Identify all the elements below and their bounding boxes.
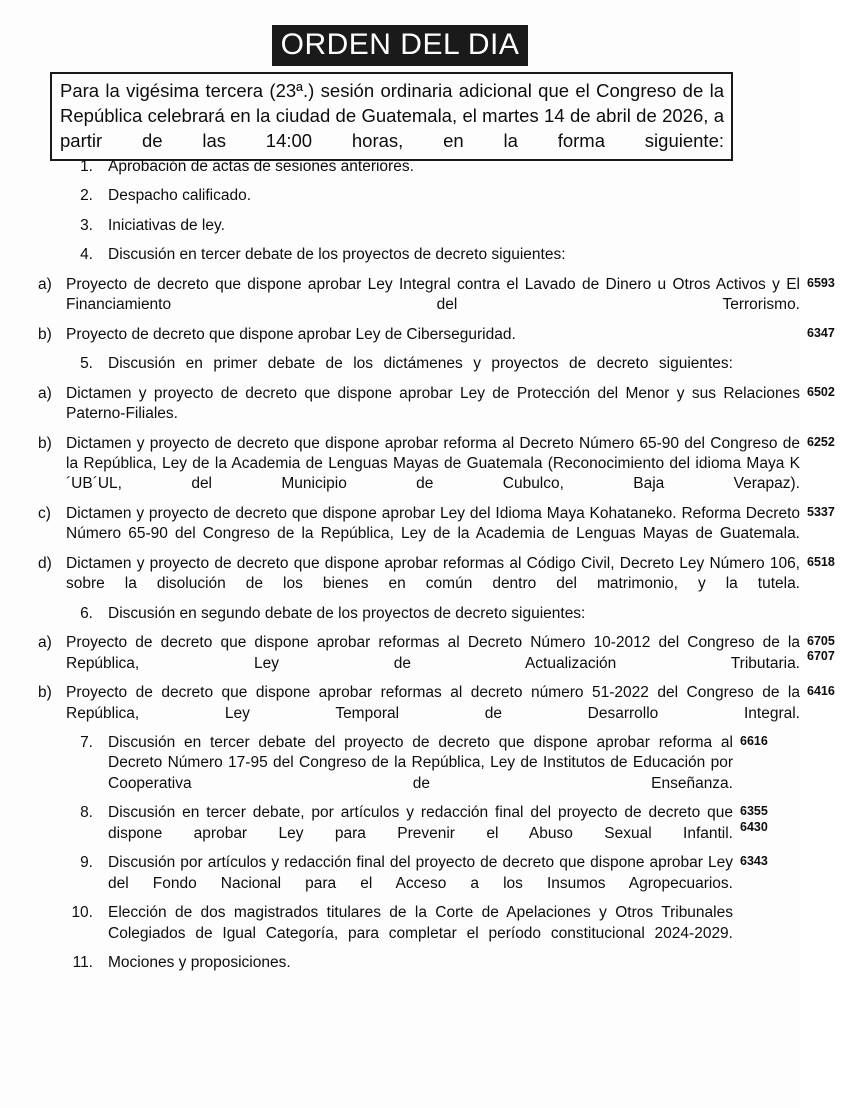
agenda-item-number: 7. bbox=[80, 733, 93, 751]
agenda-item-body bbox=[93, 245, 733, 265]
agenda-item-text: Discusión en tercer debate de los proyectos de decreto siguientes: bbox=[108, 246, 566, 264]
reference-number: 6518 bbox=[807, 554, 835, 569]
agenda-item-body bbox=[60, 554, 835, 595]
preamble-text: Para la vigésima tercera (23ª.) sesión ordinaria adicional que el Congreso de la República celebrará en la ciudad de Guatemala, el martes 14 de abril de 2026, a partir de las 14:00 horas, en la forma siguiente: bbox=[60, 80, 724, 151]
agenda-item-body bbox=[93, 853, 768, 894]
agenda-subitem-letter: b) bbox=[38, 684, 52, 702]
agenda-item-number: 10. bbox=[71, 904, 93, 922]
agenda-item-text: Iniciativas de ley. bbox=[108, 216, 225, 234]
agenda-item-body bbox=[60, 384, 835, 425]
reference-number-group bbox=[740, 734, 800, 749]
agenda-item-text: Mociones y proposiciones. bbox=[108, 954, 291, 972]
agenda-item-number: 9. bbox=[80, 854, 93, 872]
preamble-box bbox=[50, 72, 733, 161]
agenda-sublist bbox=[0, 275, 835, 345]
agenda-item-text: Dictamen y proyecto de decreto que dispone aprobar Ley del Idioma Maya Kohataneko. Reforma Decreto Número 65-90 del Congreso de la República, Ley de la Academia de Lenguas Mayas de Guatemala. bbox=[66, 504, 800, 543]
agenda-item bbox=[62, 157, 733, 177]
agenda-item bbox=[62, 733, 768, 794]
agenda-item-text: Proyecto de decreto que dispone aprobar reformas al Decreto Número 10-2012 del Congreso de la República, Ley de Actualización Tributaria. bbox=[66, 634, 800, 672]
agenda-item-text: Proyecto de decreto que dispone aprobar Ley de Ciberseguridad. bbox=[66, 325, 516, 343]
agenda-item-number: 8. bbox=[80, 804, 93, 822]
agenda-sublist bbox=[0, 384, 835, 595]
agenda-item-text: Dictamen y proyecto de decreto que dispone aprobar reformas al Código Civil, Decreto Ley Número 106, sobre la disolución de los bienes en común dentro del matrimonio, y la tutela. bbox=[66, 554, 800, 593]
reference-number-group bbox=[740, 804, 800, 835]
reference-number: 5337 bbox=[807, 504, 835, 519]
agenda-item-body bbox=[93, 216, 733, 236]
agenda-item-body bbox=[93, 903, 733, 944]
agenda-item-body bbox=[93, 803, 768, 844]
reference-number-group bbox=[807, 276, 867, 291]
reference-number: 6707 bbox=[807, 649, 835, 664]
agenda-list bbox=[0, 157, 835, 983]
document-title-banner bbox=[0, 25, 800, 66]
agenda-item-number: 5. bbox=[80, 355, 93, 373]
page-title: ORDEN DEL DIA bbox=[272, 25, 529, 66]
reference-number-group bbox=[740, 854, 800, 869]
agenda-item-text: Aprobación de actas de sesiones anteriores. bbox=[108, 158, 414, 175]
agenda-item bbox=[62, 803, 768, 844]
reference-number: 6416 bbox=[807, 684, 835, 699]
reference-number: 6430 bbox=[740, 819, 768, 834]
agenda-item bbox=[62, 245, 733, 265]
agenda-item-text: Discusión por artículos y redacción final del proyecto de decreto que dispone aprobar Ley del Fondo Nacional para el Acceso a los Insumos Agropecuarios. bbox=[108, 854, 733, 892]
agenda-item-body bbox=[93, 157, 733, 177]
reference-number: 6347 bbox=[807, 325, 835, 340]
agenda-subitem-letter: b) bbox=[38, 434, 52, 452]
agenda-subitem-letter: a) bbox=[38, 384, 52, 402]
reference-number-group bbox=[807, 435, 867, 450]
agenda-item bbox=[62, 853, 768, 894]
agenda-item-body bbox=[60, 683, 835, 724]
agenda-item-body bbox=[60, 504, 835, 545]
agenda-item-number: 11. bbox=[72, 954, 93, 972]
agenda-item-text: Discusión en primer debate de los dictámenes y proyectos de decreto siguientes: bbox=[108, 355, 733, 373]
reference-number: 6593 bbox=[807, 275, 835, 290]
agenda-subitem-letter: d) bbox=[38, 554, 52, 572]
reference-number-group bbox=[807, 385, 867, 400]
agenda-item bbox=[62, 186, 733, 206]
agenda-subitem-letter: c) bbox=[38, 504, 51, 522]
agenda-item-body bbox=[93, 953, 733, 973]
reference-number: 6705 bbox=[807, 634, 835, 649]
agenda-item-text: Proyecto de decreto que dispone aprobar reformas al decreto número 51-2022 del Congreso de la República, Ley Temporal de Desarrollo Integral. bbox=[66, 684, 800, 722]
reference-number-group bbox=[807, 634, 867, 665]
agenda-item-body bbox=[60, 325, 835, 345]
reference-number: 6252 bbox=[807, 434, 835, 449]
agenda-subitem bbox=[38, 434, 835, 495]
agenda-subitem bbox=[38, 504, 835, 545]
agenda-item bbox=[62, 216, 733, 236]
agenda-item-body bbox=[93, 354, 733, 374]
agenda-subitem bbox=[38, 384, 835, 425]
agenda-subitem-letter: a) bbox=[38, 634, 52, 652]
agenda-item bbox=[62, 903, 733, 944]
agenda-item-body bbox=[93, 733, 768, 794]
agenda-item-number: 3. bbox=[80, 216, 93, 234]
reference-number-group bbox=[807, 505, 867, 520]
agenda-sublist bbox=[0, 633, 835, 724]
agenda-item-number: 2. bbox=[80, 187, 93, 205]
reference-number: 6502 bbox=[807, 384, 835, 399]
agenda-item-body bbox=[60, 434, 835, 495]
reference-number-group bbox=[807, 684, 867, 699]
agenda-item-text: Dictamen y proyecto de decreto que dispone aprobar reforma al Decreto Número 65-90 del Congreso de la República, Ley de la Academia de Lenguas Mayas de Guatemala (Reconocimiento del idioma Maya K´UB´UL, del Municipio de Cubulco, Baja Verapaz). bbox=[66, 434, 800, 493]
reference-number: 6343 bbox=[740, 854, 768, 869]
agenda-subitem bbox=[38, 633, 835, 674]
agenda-item-body bbox=[60, 275, 835, 316]
agenda-item-number: 1. bbox=[80, 158, 93, 175]
agenda-item-number: 4. bbox=[80, 246, 93, 264]
agenda-item-number: 6. bbox=[80, 604, 93, 622]
reference-number-group bbox=[807, 326, 867, 341]
agenda-subitem bbox=[38, 683, 835, 724]
agenda-subitem bbox=[38, 554, 835, 595]
agenda-item bbox=[62, 953, 733, 973]
reference-number: 6355 bbox=[740, 804, 768, 819]
agenda-item-body bbox=[93, 186, 733, 206]
agenda-item-text: Dictamen y proyecto de decreto que dispone aprobar Ley de Protección del Menor y sus Relaciones Paterno-Filiales. bbox=[66, 384, 800, 423]
agenda-subitem-letter: a) bbox=[38, 275, 52, 293]
agenda-item-text: Discusión en tercer debate del proyecto de decreto que dispone aprobar reforma al Decreto Número 17-95 del Congreso de la República, Ley de Institutos de Educación por Cooperativa de Enseñanza. bbox=[108, 733, 733, 792]
agenda-subitem bbox=[38, 325, 835, 345]
agenda-item-body bbox=[60, 633, 835, 674]
agenda-item bbox=[62, 604, 733, 624]
agenda-item-text: Elección de dos magistrados titulares de la Corte de Apelaciones y Otros Tribunales Colegiados de Igual Categoría, para completar el período constitucional 2024-2029. bbox=[108, 904, 733, 942]
agenda-item bbox=[62, 354, 733, 374]
agenda-item-text: Proyecto de decreto que dispone aprobar Ley Integral contra el Lavado de Dinero u Otros Activos y El Financiamiento del Terrorismo. bbox=[66, 275, 800, 314]
agenda-item-body bbox=[93, 604, 733, 624]
agenda-item-text: Discusión en tercer debate, por artículos y redacción final del proyecto de decreto que dispone aprobar Ley para Prevenir el Abuso Sexual Infantil. bbox=[108, 804, 733, 842]
agenda-subitem bbox=[38, 275, 835, 316]
agenda-subitem-letter: b) bbox=[38, 325, 52, 343]
agenda-item-text: Despacho calificado. bbox=[108, 187, 252, 205]
reference-number-group bbox=[807, 555, 867, 570]
agenda-item-text: Discusión en segundo debate de los proyectos de decreto siguientes: bbox=[108, 604, 586, 622]
reference-number: 6616 bbox=[740, 733, 768, 748]
